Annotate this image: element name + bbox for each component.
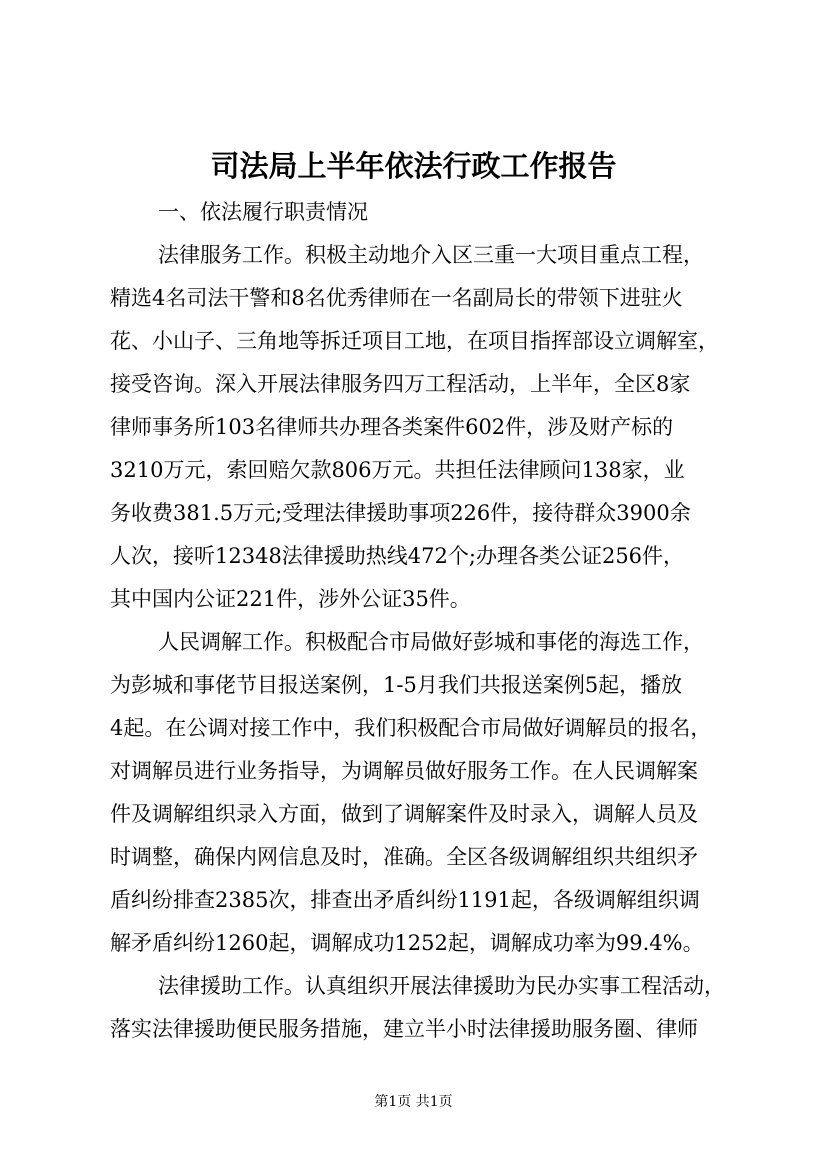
paragraph-line: 对调解员进行业务指导，为调解员做好服务工作。在人民调解案	[110, 759, 698, 783]
paragraph-line: 精选4名司法干警和8名优秀律师在一名副局长的带领下进驻火	[110, 286, 683, 310]
paragraph-line: 花、小山子、三角地等拆迁项目工地，在项目指挥部设立调解室，	[110, 329, 719, 353]
paragraph-line: 3210万元，索回赔欠款806万元。共担任法律顾问138家，业	[110, 458, 685, 482]
paragraph-line: 解矛盾纠纷1260起，调解成功1252起，调解成功率为99.4%。	[110, 931, 704, 955]
paragraph-line: 其中国内公证221件，涉外公证35件。	[110, 587, 471, 611]
paragraph-line: 落实法律援助便民服务措施，建立半小时法律援助服务圈、律师	[110, 1017, 698, 1041]
paragraph-line: 件及调解组织录入方面，做到了调解案件及时录入，调解人员及	[110, 802, 698, 826]
paragraph-line: 律师事务所103名律师共办理各类案件602件，涉及财产标的	[110, 415, 674, 439]
paragraph-line: 法律援助工作。认真组织开展法律援助为民办实事工程活动，	[158, 974, 725, 998]
document-title: 司法局上半年依法行政工作报告	[210, 149, 617, 183]
paragraph-line: 人次，接听12348法律援助热线472个;办理各类公证256件，	[110, 544, 685, 568]
paragraph-line: 时调整，确保内网信息及时，准确。全区各级调解组织共组织矛	[110, 845, 698, 869]
paragraph-line: 盾纠纷排查2385次，排查出矛盾纠纷1191起，各级调解组织调	[110, 888, 700, 912]
paragraph-line: 务收费381.5万元;受理法律援助事项226件，接待群众3900余	[110, 501, 691, 525]
page-footer: 第1页 共1页	[374, 1094, 453, 1110]
paragraph-line: 接受咨询。深入开展法律服务四万工程活动，上半年，全区8家	[110, 372, 691, 396]
section-heading: 一、依法履行职责情况	[158, 200, 368, 224]
paragraph-line: 为彭城和事佬节目报送案例，1-5月我们共报送案例5起，播放	[110, 673, 683, 697]
paragraph-line: 人民调解工作。积极配合市局做好彭城和事佬的海选工作，	[158, 630, 704, 654]
paragraph-line: 4起。在公调对接工作中，我们积极配合市局做好调解员的报名，	[110, 716, 712, 740]
paragraph-line: 法律服务工作。积极主动地介入区三重一大项目重点工程，	[158, 243, 704, 267]
